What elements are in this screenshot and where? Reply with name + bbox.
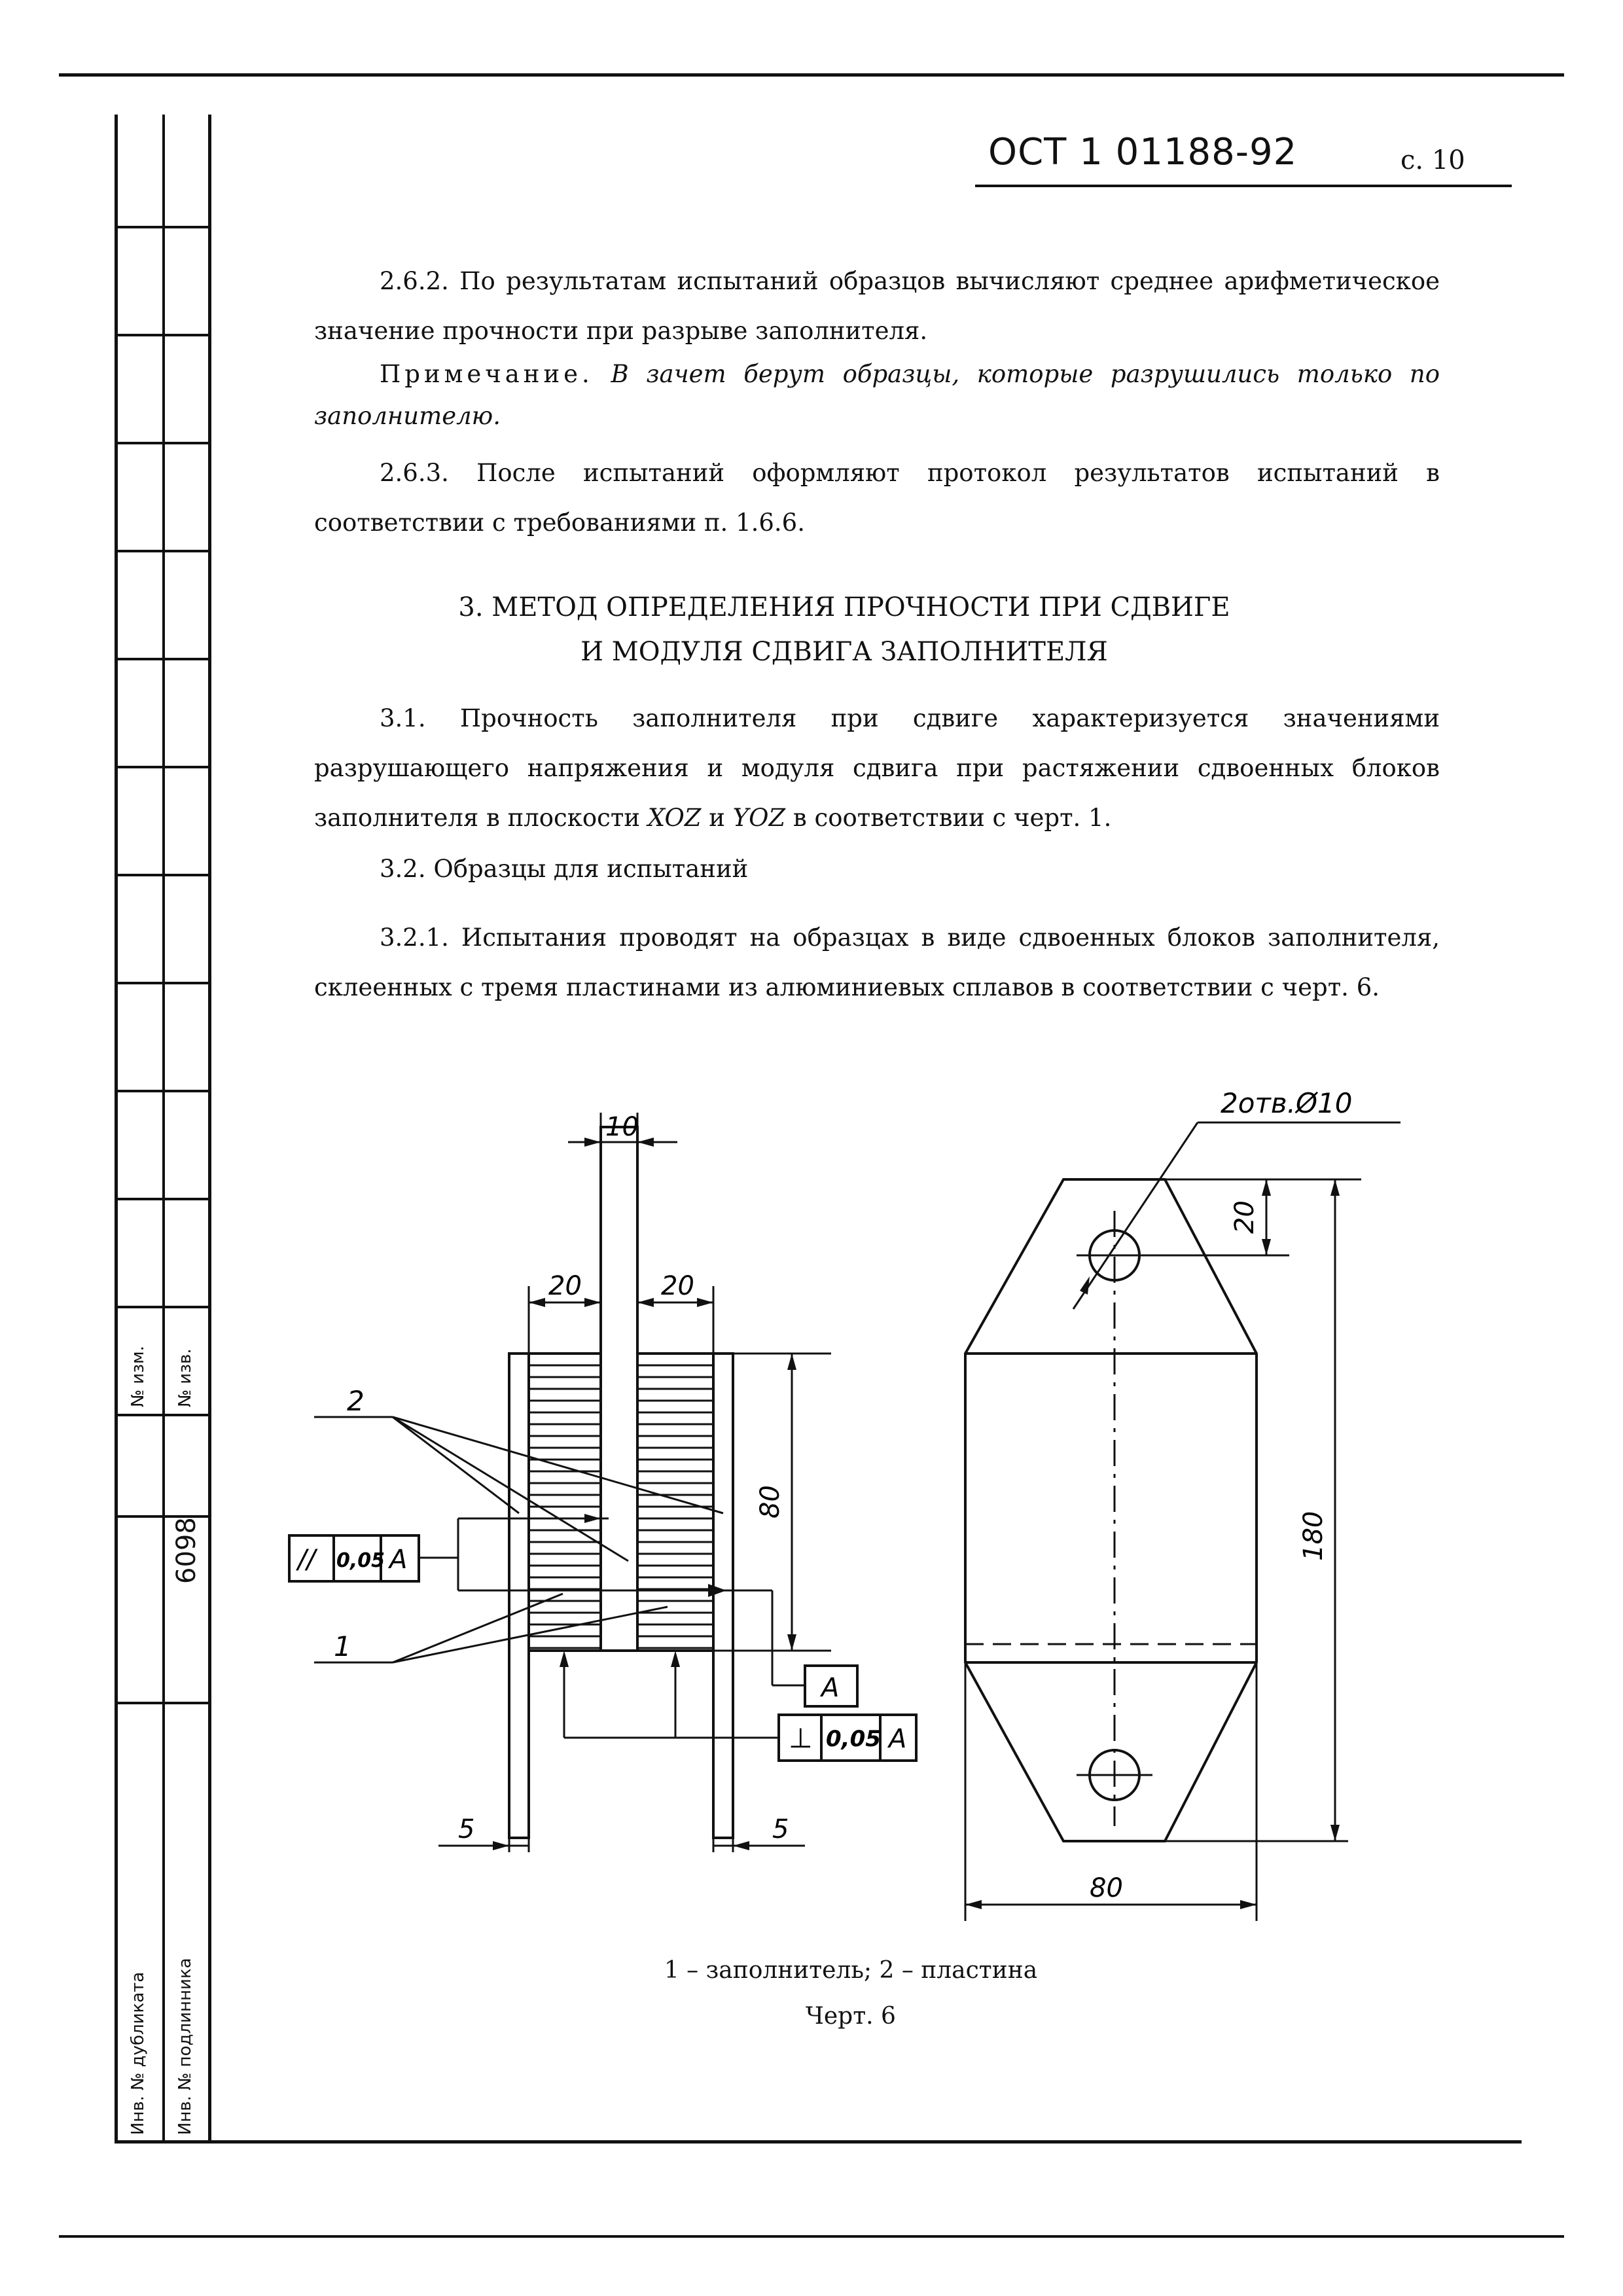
stamp-inv-dup-label: Инв. № дубликата (128, 1971, 148, 2135)
leader-1-label: 1 (334, 1630, 351, 1662)
stamp-izv-label: № изв. (175, 1348, 195, 1407)
dim-5-left-label: 5 (458, 1814, 475, 1844)
leader-2-label: 2 (347, 1385, 365, 1417)
paragraph-3-2: 3.2. Образцы для испытаний (380, 855, 749, 883)
tol-parallel-datum: A (389, 1545, 408, 1575)
p-3-1-text-b: в соответствии с черт. 1. (785, 804, 1112, 832)
center-plate (601, 1127, 637, 1651)
left-plate (509, 1354, 529, 1838)
doc-code: ОСТ 1 01188-92 (988, 131, 1298, 173)
dim-20-right-label: 20 (661, 1271, 694, 1301)
figure-caption: Черт. 6 (806, 2003, 896, 2030)
dim-20-top-label: 20 (1230, 1200, 1260, 1234)
left-core-block (529, 1354, 601, 1651)
dim-5-right-label: 5 (772, 1814, 789, 1844)
figure-legend: 1 – заполнитель; 2 – пластина (664, 1957, 1038, 1984)
paragraph-2-6-3: 2.6.3. После испытаний оформляют протокол результатов испытаний в соответствии с требованиями п. 1.6.6. (314, 459, 1440, 537)
right-core-block (637, 1354, 713, 1651)
plane-yoz: YOZ (732, 804, 786, 832)
tol-parallel-symbol: // (298, 1545, 315, 1575)
dim-10-label: 10 (605, 1112, 639, 1142)
holes-note-label: 2отв.Ø10 (1221, 1087, 1353, 1119)
dim-80-height-label: 80 (755, 1485, 785, 1518)
note-text: В зачет берут образцы, которые разрушились только по заполнителю. (314, 360, 1440, 430)
section-title-line-1: 3. МЕТОД ОПРЕДЕЛЕНИЯ ПРОЧНОСТИ ПРИ СДВИГЕ (458, 592, 1230, 622)
stamp-inv-number: 6098 (171, 1517, 202, 1584)
page-number: с. 10 (1400, 145, 1465, 175)
right-plate (713, 1354, 733, 1838)
dim-80-width-label: 80 (1090, 1873, 1123, 1903)
tol-perp-value: 0,05 (826, 1726, 881, 1752)
stamp-izm-label: № изм. (128, 1346, 148, 1407)
plane-xoz: XOZ (647, 804, 702, 832)
stamp-inv-orig-label: Инв. № подлинника (175, 1958, 195, 2135)
p-3-1-and: и (701, 804, 733, 832)
section-title-line-2: И МОДУЛЯ СДВИГА ЗАПОЛНИТЕЛЯ (580, 637, 1108, 667)
p-3-1-text-a: 3.1. Прочность заполнителя при сдвиге характеризуется значениями разрушающего напряжения и модуля сдвига при растяжении сдвоенных блоков заполнителя в плоскости (314, 704, 1440, 832)
tol-perp-symbol: ⊥ (789, 1722, 813, 1754)
note-label: Примечание. (380, 360, 594, 388)
dim-20-left-label: 20 (548, 1271, 582, 1301)
dim-180-label: 180 (1298, 1511, 1329, 1561)
paragraph-3-2-1: 3.2.1. Испытания проводят на образцах в виде сдвоенных блоков заполнителя, склеенных с тремя пластинами из алюминиевых сплавов в соответствии с черт. 6. (314, 924, 1440, 1001)
datum-a-label: A (821, 1673, 840, 1703)
paragraph-2-6-2: 2.6.2. По результатам испытаний образцов вычисляют среднее арифметическое значение прочности при разрыве заполнителя. (314, 267, 1440, 345)
tol-perp-datum: A (889, 1724, 907, 1754)
tol-parallel-value: 0,05 (336, 1549, 385, 1572)
